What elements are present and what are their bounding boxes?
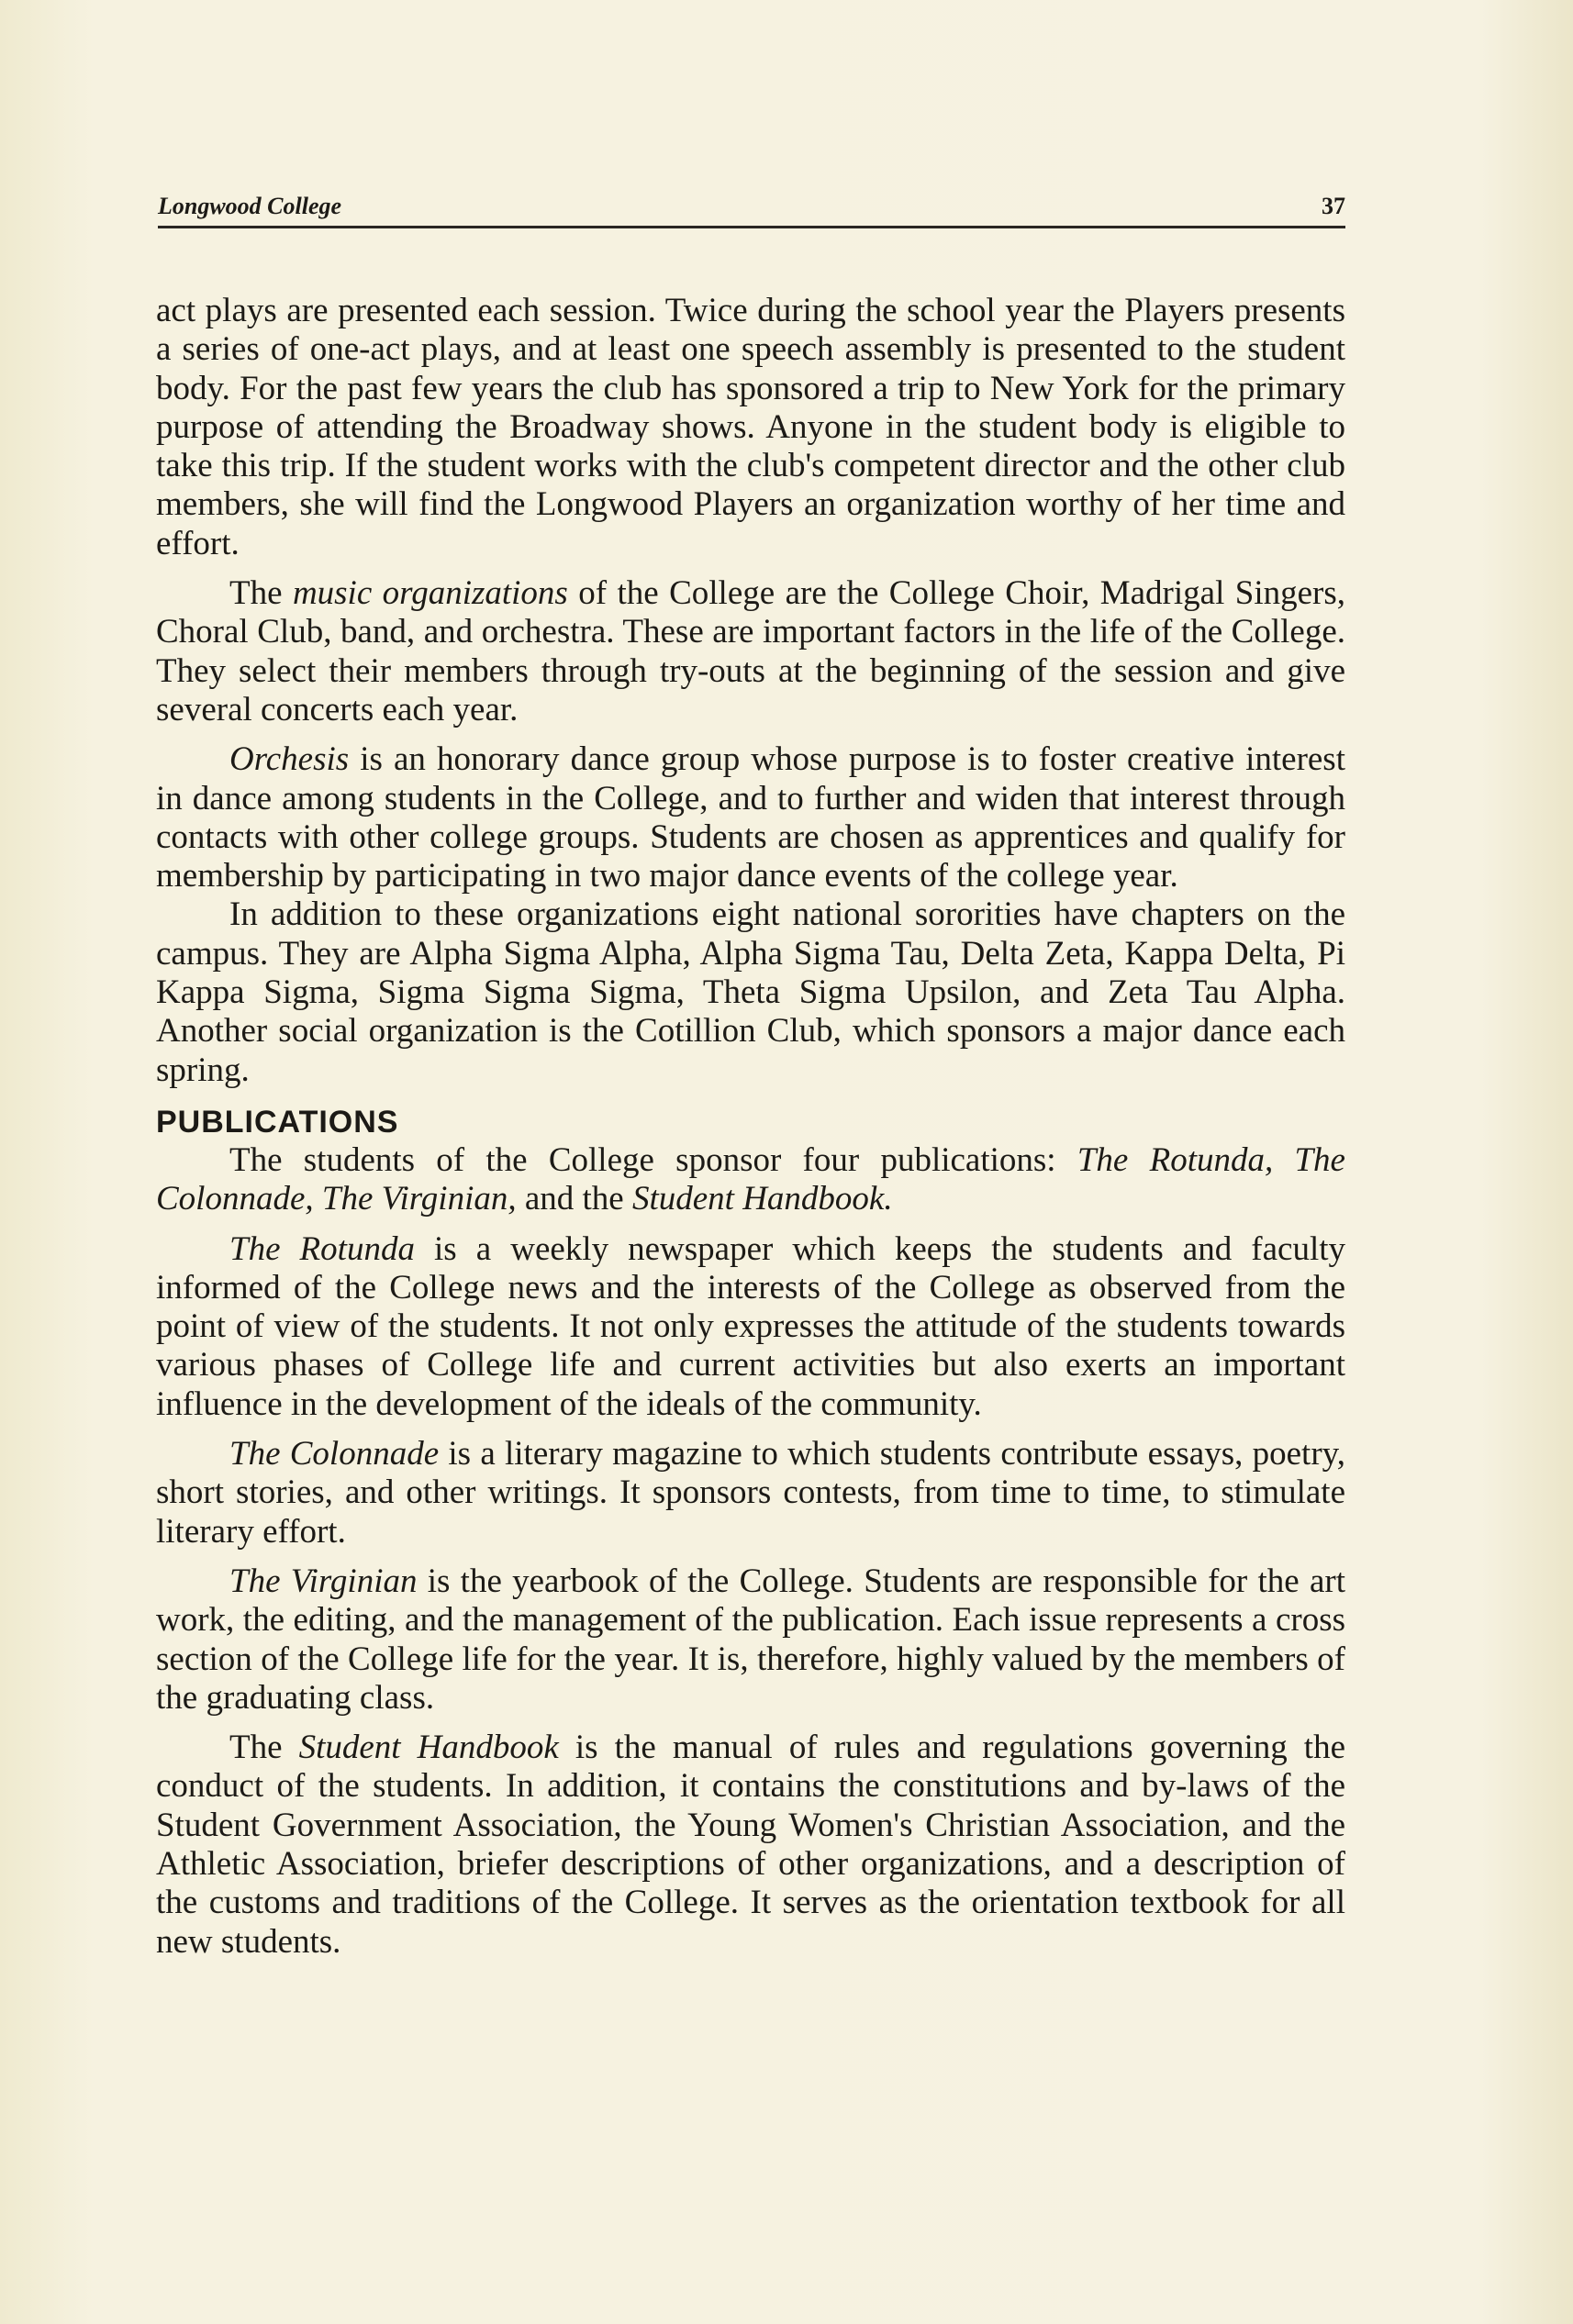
header-title: Longwood College: [158, 193, 342, 219]
paragraph-virginian: [156, 1562, 1345, 1718]
paragraph-colonnade: [156, 1435, 1345, 1551]
text-rest: is an honorary dance group whose purpose is to foster creative interest in dance among students in the College, and to further and widen that interest through contacts with other college groups. Students are chosen as apprentices and qualify for membership by participating in two major dance events of the college year.: [156, 740, 1345, 895]
paragraph-sororities: In addition to these organizations eight national sororities have chapters on the campus. They are Alpha Sigma Alpha, Alpha Sigma Tau, Delta Zeta, Kappa Delta, Pi Kappa Sigma, Sigma Sigma Sigma, Theta Sigma Upsilon, and Zeta Tau Alpha. Another social organization is the Cotillion Club, which sponsors a major dance each spring.: [156, 895, 1345, 1089]
italic-term: Orchesis: [229, 740, 350, 779]
text-rest: is the manual of rules and regulations governing the conduct of the students. In addition, it contains the constitutions and by-laws of the Student Government Association, the Young Women's Christian Association, and the Athletic Association, briefer descriptions of other organizations, and a description of the customs and traditions of the College. It serves as the orientation textbook for all new students.: [156, 1729, 1345, 1961]
paragraph-music: [156, 574, 1345, 729]
text-rest: is the yearbook of the College. Students are responsible for the art work, the editing, and the management of the publication. Each issue represents a cross section of the College life for the year. It is, therefore, highly valued by the members of the graduating class.: [156, 1562, 1345, 1717]
text-lead: The: [229, 574, 293, 613]
paragraph-rotunda: [156, 1230, 1345, 1424]
section-heading-publications: PUBLICATIONS: [156, 1104, 399, 1140]
paragraph-handbook: [156, 1729, 1345, 1962]
italic-title: Student Handbook.: [631, 1180, 893, 1218]
italic-titles: The Rotunda, The Colonnade, The Virginian,: [156, 1140, 1345, 1218]
text-lead: The students of the College sponsor four publications:: [229, 1140, 1077, 1179]
italic-term: music organizations: [292, 574, 568, 613]
italic-term: The Rotunda: [229, 1229, 415, 1268]
italic-term: The Virginian: [229, 1562, 418, 1600]
running-header: [158, 193, 1345, 228]
page-number: 37: [1322, 193, 1345, 219]
paragraph-publications-intro: [156, 1141, 1345, 1219]
text-rest: is a weekly newspaper which keeps the students and faculty informed of the College news and the interests of the College as observed from the point of view of the students. It not only expresses the attitude of the students towards various phases of College life and current activities but also exerts an important influence in the development of the ideals of the community.: [156, 1229, 1345, 1423]
text-rest: is a literary magazine to which students contribute essays, poetry, short stories, and other writings. It sponsors contests, from time to time, to stimulate literary effort.: [156, 1435, 1345, 1551]
paragraph-players: act plays are presented each session. Twice during the school year the Players presents a series of one-act plays, and at least one speech assembly is presented to the student body. For the past few years the club has sponsored a trip to New York for the primary purpose of attending the Broadway shows. Anyone in the student body is eligible to take this trip. If the student works with the club's competent director and the other club members, she will find the Longwood Players an organization worthy of her time and effort.: [156, 292, 1345, 562]
text-mid: and the: [516, 1180, 632, 1218]
text-rest: of the College are the College Choir, Madrigal Singers, Choral Club, band, and orchestra. These are important factors in the life of the College. They select their members through try-outs at the beginning of the session and give several concerts each year.: [156, 574, 1346, 728]
text-lead: The: [229, 1729, 299, 1767]
paragraph-orchesis: [156, 740, 1345, 895]
page-body: [156, 292, 1345, 1973]
italic-term: The Colonnade: [229, 1435, 440, 1473]
italic-term: Student Handbook: [298, 1729, 559, 1767]
